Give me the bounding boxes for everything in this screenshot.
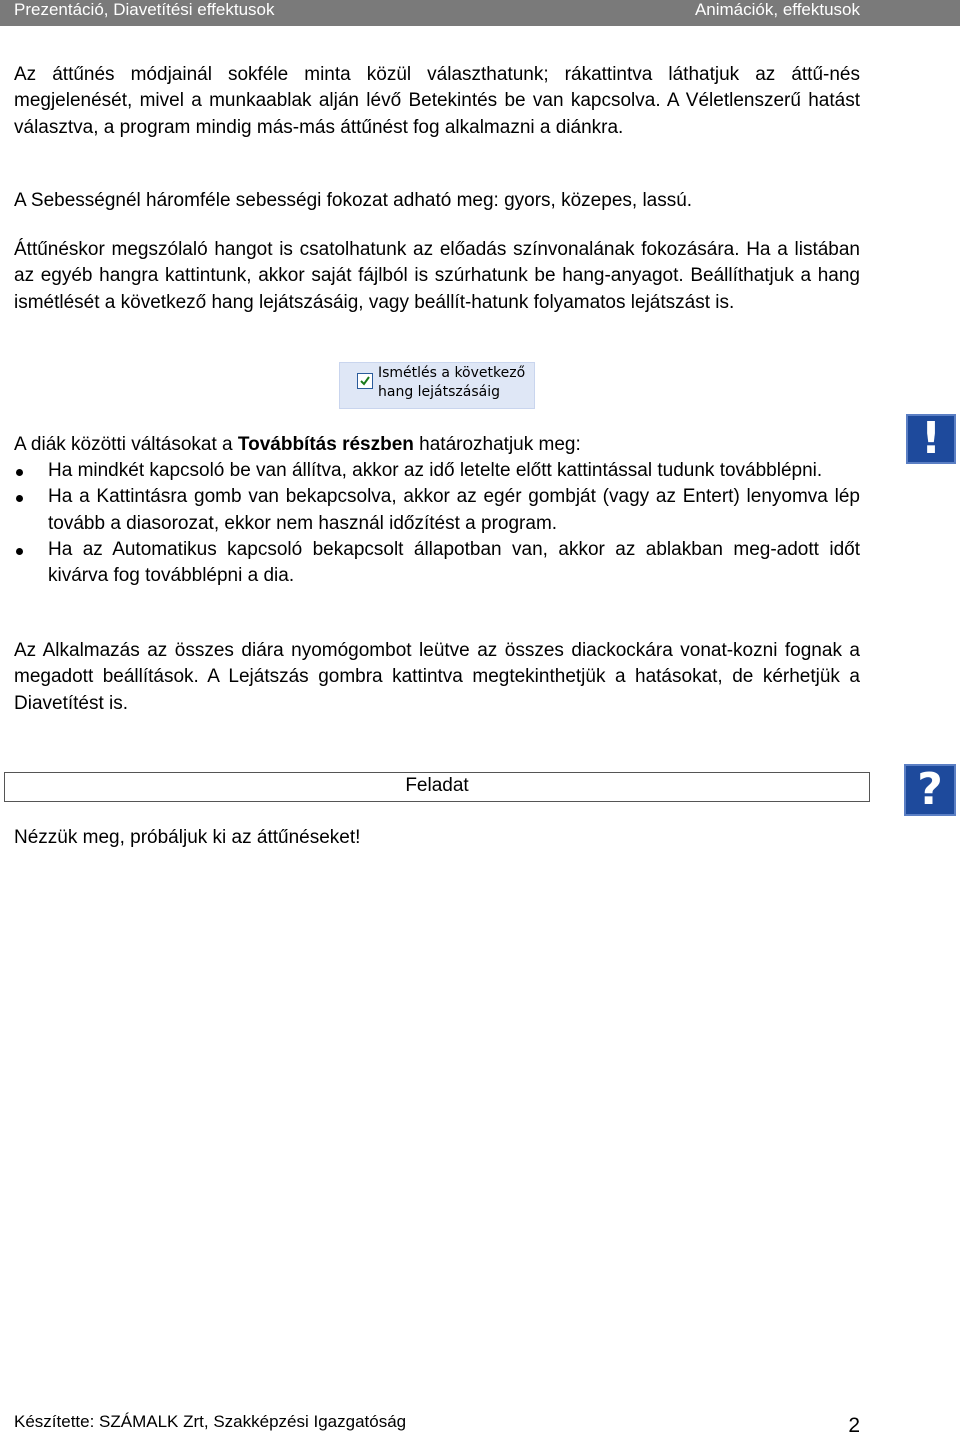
- task-text: Nézzük meg, próbáljuk ki az áttűnéseket!: [14, 827, 361, 848]
- header-right-title: Animációk, effektusok: [694, 0, 860, 19]
- question-icon: ?: [904, 764, 956, 816]
- paragraph-transitions: Az áttűnés módjainál sokféle minta közül választhatunk; rákattintva láthatjuk az áttű-nés megjelenését, mivel a munkaablak alján lévő Betekintés be van kapcsolva. A Véletlenszerű hatást választva, a program mindig más-más áttűnést fog alkalmazni a diánkra.: [14, 64, 860, 138]
- bullet-icon: [16, 495, 23, 502]
- page-header: [0, 0, 960, 26]
- advance-options-list: [14, 458, 860, 589]
- bullet-icon: [16, 469, 23, 476]
- task-heading-box: [4, 772, 870, 802]
- list-item: Ha az Automatikus kapcsoló bekapcsolt állapotban van, akkor az ablakban meg-adott időt kivárva fog továbblépni a dia.: [14, 537, 860, 590]
- task-title: Feladat: [405, 775, 469, 796]
- exclamation-icon: !: [906, 414, 956, 464]
- checkbox-label: Ismétlés a következő hang lejátszásáig: [378, 365, 526, 400]
- bullet-icon: [16, 548, 23, 555]
- footer-author: Készítette: SZÁMALK Zrt, Szakképzési Igazgatóság: [14, 1412, 407, 1431]
- repeat-sound-checkbox-image: [339, 362, 535, 409]
- page-number: 2: [848, 1414, 860, 1437]
- checkbox-checked-icon: [357, 373, 373, 389]
- paragraph-advance-intro: A diák közötti váltásokat a Továbbítás részben határozhatjuk meg:: [14, 434, 581, 455]
- header-left-title: Prezentáció, Diavetítési effektusok: [14, 0, 275, 19]
- advance-section-name: Továbbítás részben: [237, 434, 414, 455]
- paragraph-speed: A Sebességnél háromféle sebességi fokozat adható meg: gyors, közepes, lassú.: [14, 190, 693, 211]
- list-item: Ha mindkét kapcsoló be van állítva, akkor az idő letelte előtt kattintással tudunk továbblépni.: [14, 458, 860, 484]
- page-footer: [14, 1412, 860, 1437]
- paragraph-apply-all: Az Alkalmazás az összes diára nyomógombot leütve az összes diackockára vonat-kozni fognak a megadott beállítások. A Lejátszás gombra kattintva megtekinthetjük a hatásokat, de kérhetjük a Diavetítést is.: [14, 640, 860, 714]
- list-item: Ha a Kattintásra gomb van bekapcsolva, akkor az egér gombját (vagy az Entert) lenyomva lép tovább a diasorozat, ekkor nem használ időzítést a program.: [14, 484, 860, 537]
- paragraph-sound: Áttűnéskor megszólaló hangot is csatolhatunk az előadás színvonalának fokozására. Ha a listában az egyéb hangra kattintunk, akkor saját fájlból is szúrhatunk be hang-anyagot. Beállíthatjuk a hang ismétlését a következő hang lejátszásáig, vagy beállít-hatunk folyamatos lejátszást is.: [14, 239, 860, 313]
